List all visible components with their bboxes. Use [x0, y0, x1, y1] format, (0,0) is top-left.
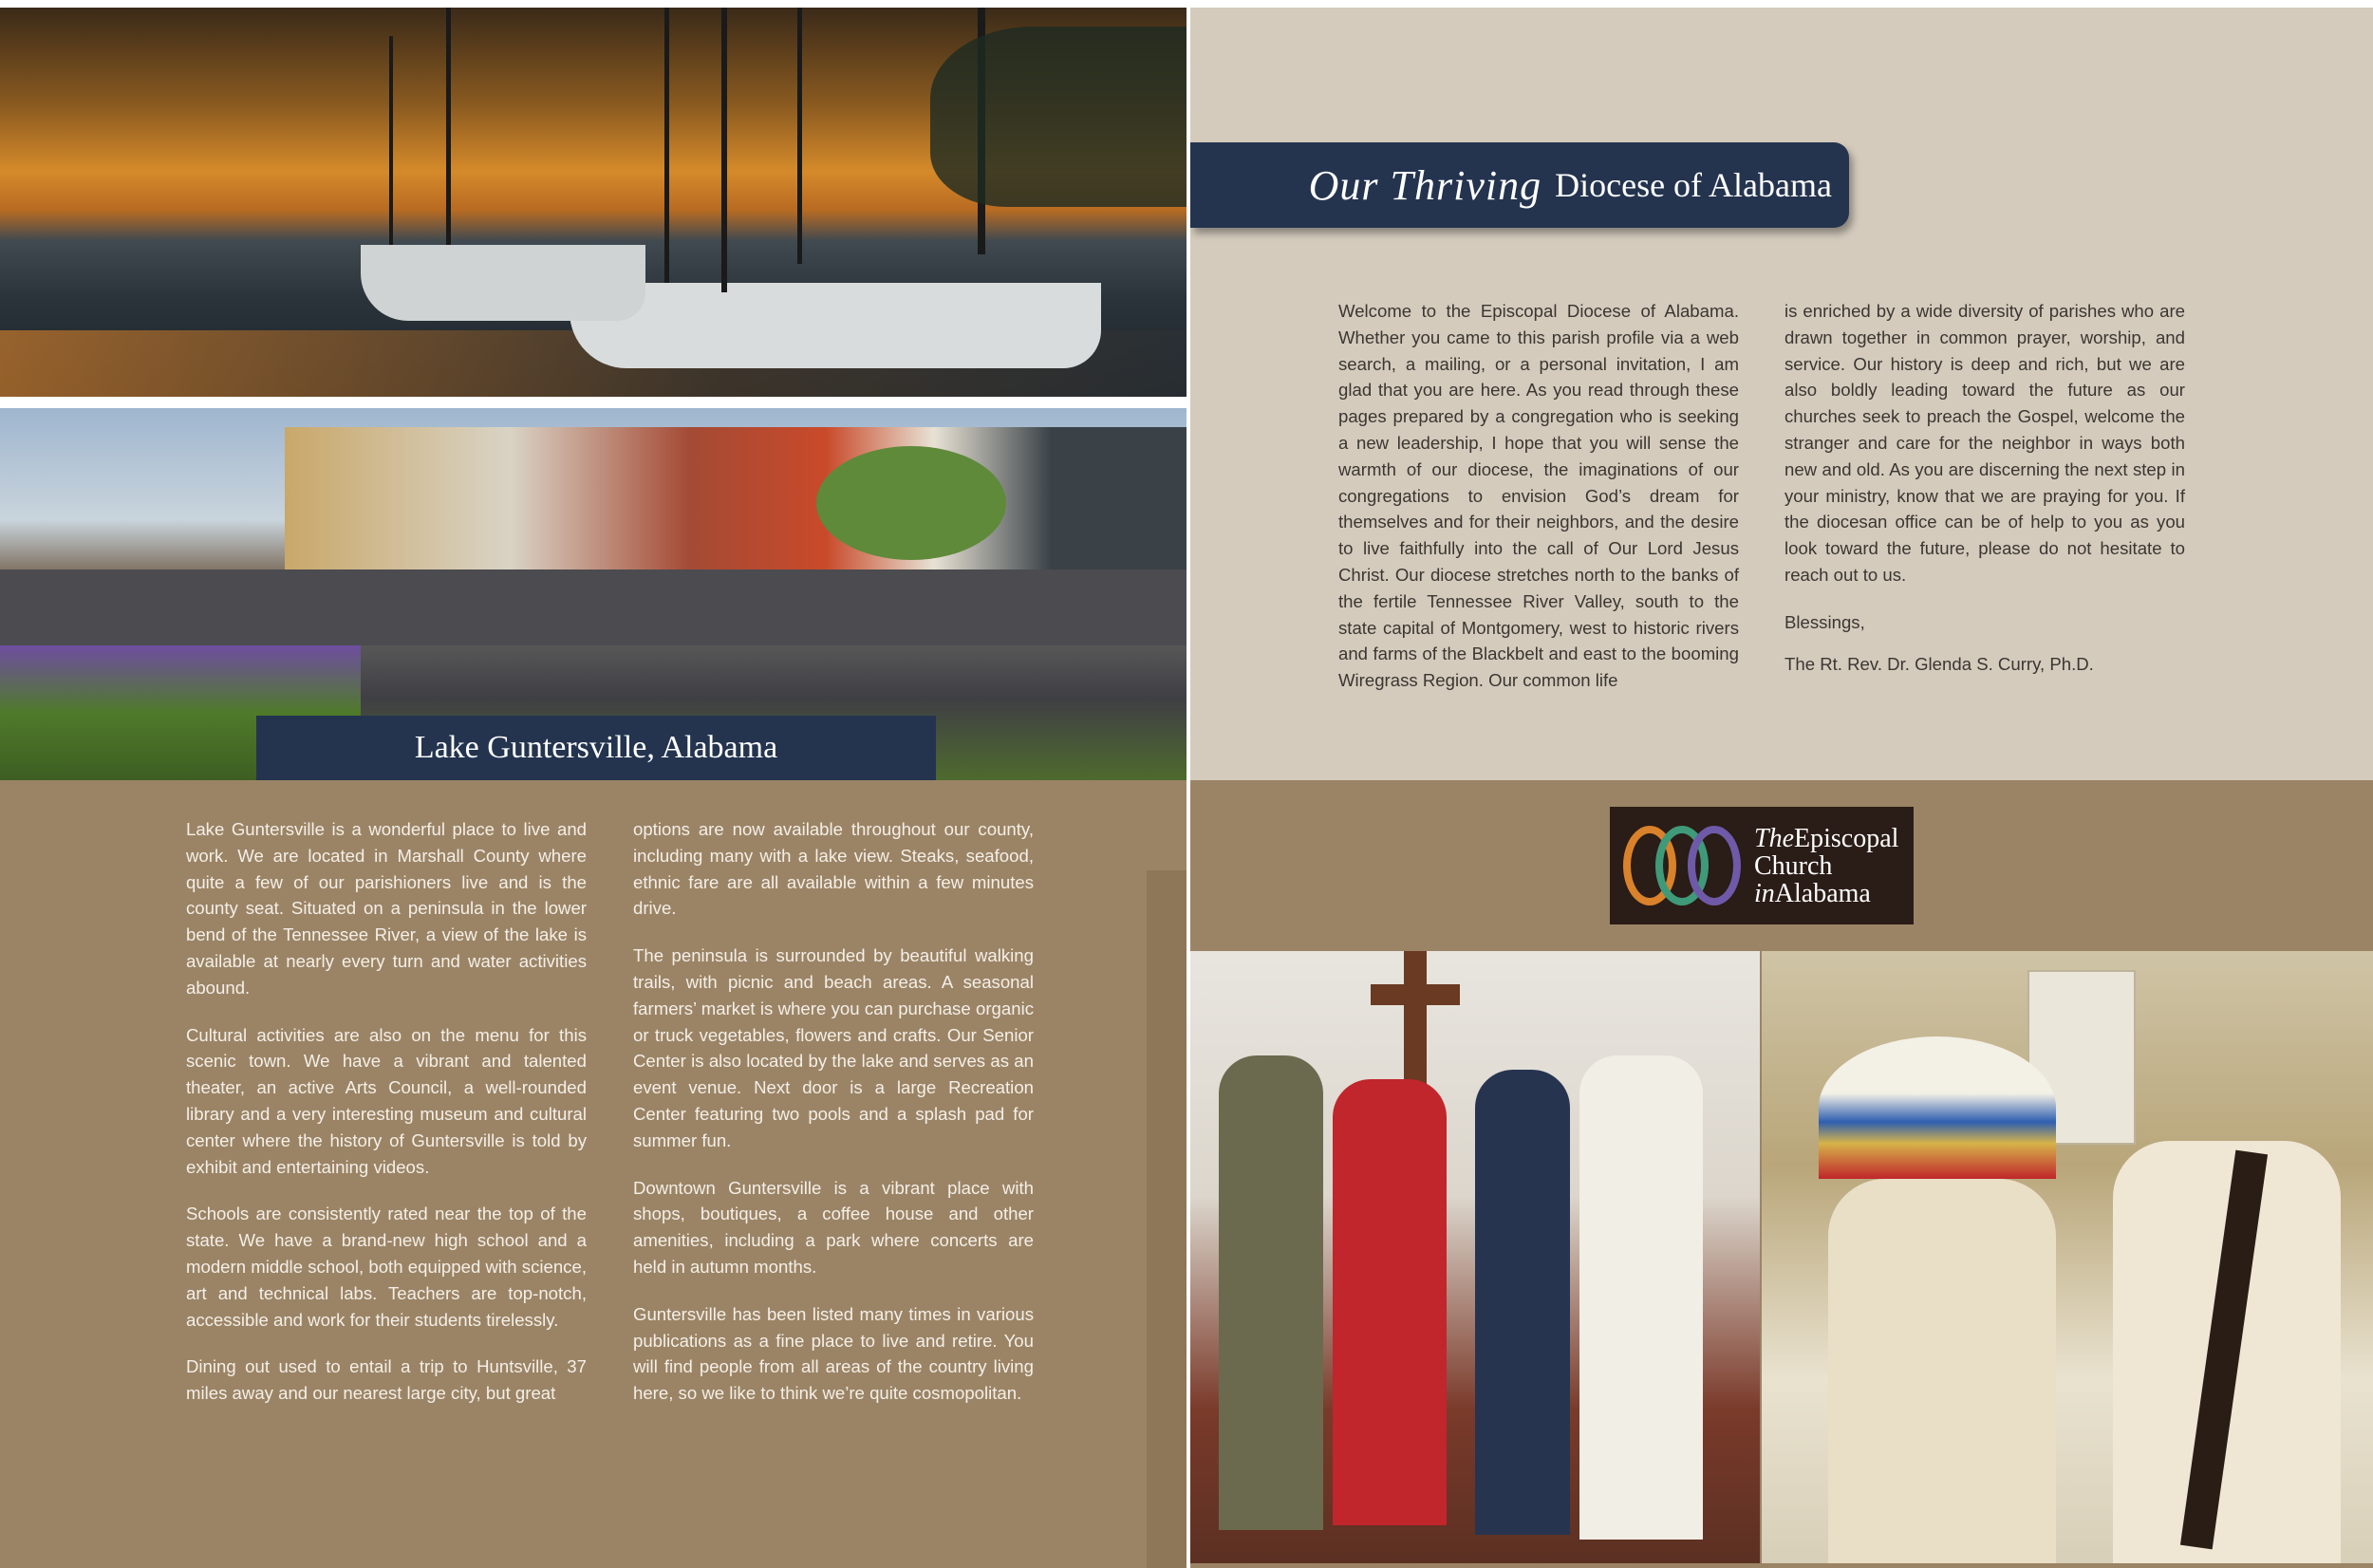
closing-salutation: Blessings,: [1784, 611, 1865, 632]
paragraph: is enriched by a wide diversity of parishes who are drawn together in common prayer, worship, and service. Our history is deep and rich, but we are also boldly leading toward the future as our churches seek to preach the Gospel, welcome the stranger and care for the neighbor in ways both new and old. As you are discerning the next step in your ministry, know that we are praying for you. If the diocesan office can be of help to you as you look toward the future, please do not hesitate to reach out to us.: [1784, 301, 2185, 585]
logo-the: The: [1754, 823, 1794, 853]
cross-icon: [1404, 951, 1427, 1093]
episcopal-church-in-alabama-logo: [1610, 807, 1914, 924]
guntersville-text-column-2: [633, 816, 1034, 1428]
logo-church: Church: [1754, 850, 1833, 881]
paragraph: Downtown Guntersville is a vibrant place with shops, boutiques, a coffee house and other amenities, including a park where concerts are held in autumn months.: [633, 1177, 1034, 1277]
welcome-letter-column-2: [1784, 298, 2185, 698]
person: [1475, 1070, 1570, 1535]
paragraph: The peninsula is surrounded by beautiful walking trails, with picnic and beach areas. A seasonal farmers’ market is where you can purchase organic or truck vegetables, flowers and crafts. Our Senior Center is also located by the lake and serves as an event venue. Next door is a large Recreation Center featuring two pools and a splash pad for summer fun.: [633, 945, 1034, 1150]
paragraph: Dining out used to entail a trip to Huntsville, 37 miles away and our nearest large city, but great: [186, 1356, 587, 1404]
person: [1219, 1055, 1323, 1530]
signature-name: The Rt. Rev. Dr. Glenda S. Curry, Ph.D.: [1784, 653, 2094, 674]
sailboat-hull: [570, 283, 1101, 368]
logo-wordmark: [1754, 825, 1898, 907]
paragraph: options are now available throughout our county, including many with a lake view. Steaks, seafood, ethnic fare are all available within a few minutes drive.: [633, 819, 1034, 919]
marina-sunset-photo: [0, 8, 1186, 397]
bishop-mitre: [1819, 1036, 2056, 1179]
page-gutter: [1186, 0, 1190, 1568]
paragraph: Cultural activities are also on the menu for this scenic town. We have a vibrant and talented theater, an active Arts Council, a well-rounded library and a very interesting museum and cultural center where the history of Guntersville is told by exhibit and entertaining videos.: [186, 1024, 587, 1177]
welcome-letter-column-1: [1338, 298, 1739, 715]
church-group-photo: [1190, 951, 1760, 1563]
paragraph: Schools are consistently rated near the top of the state. We have a brand-new high school and a modern middle school, both equipped with science, art and technical labs. Teachers are top-notch, accessible and work for their students tirelessly.: [186, 1204, 587, 1330]
logo-in: in: [1754, 878, 1775, 908]
street-tree: [816, 446, 1006, 560]
sailboat-hull: [361, 245, 645, 321]
lake-guntersville-caption: Lake Guntersville, Alabama: [256, 716, 936, 780]
paragraph: Guntersville has been listed many times in various publications as a fine place to live and retire. You will find people from all areas of the country living here, so we like to think we’re quite cosmopolitan.: [633, 1303, 1034, 1404]
priest-in-white-vestments: [1579, 1055, 1703, 1540]
bishop-in-red-vestments: [1333, 1079, 1447, 1525]
logo-rings-icon: [1619, 818, 1743, 913]
paragraph: Welcome to the Episcopal Diocese of Alabama. Whether you came to this parish profile via a web search, a mailing, or a personal invitation, I am glad that you are here. As you read through these pages prepared by a congregation who is seeking a new leadership, I hope that you will sense the warmth of our diocese, the imaginations of our congregations to envision God’s dream for themselves and for their neighbors, and the desire to live faithfully into the call of Our Lord Jesus Christ. Our diocese stretches north to the banks of the fertile Tennessee River Valley, south to the state capital of Montgomery, west to historic rivers and farms of the Blackbelt and east to the booming Wiregrass Region. Our common life: [1338, 301, 1739, 691]
clergy-selfie-photo: [1762, 951, 2373, 1563]
banner-title: Diocese of Alabama: [1555, 166, 1832, 204]
top-margin: [0, 0, 2373, 8]
person: [1828, 1179, 2056, 1563]
diocese-title-banner: [1190, 142, 1849, 228]
guntersville-text-column-1: [186, 816, 587, 1428]
paragraph: Lake Guntersville is a wonderful place to live and work. We are located in Marshall County where quite a few of our parishioners live and is the county seat. Situated on a peninsula in the lower bend of the Tennessee River, a view of the lake is available at nearly every turn and water activities abound.: [186, 819, 587, 998]
banner-script-text: Our Thriving: [1308, 161, 1542, 209]
logo-alabama: Alabama: [1774, 878, 1871, 908]
logo-episcopal: Episcopal: [1794, 823, 1899, 853]
